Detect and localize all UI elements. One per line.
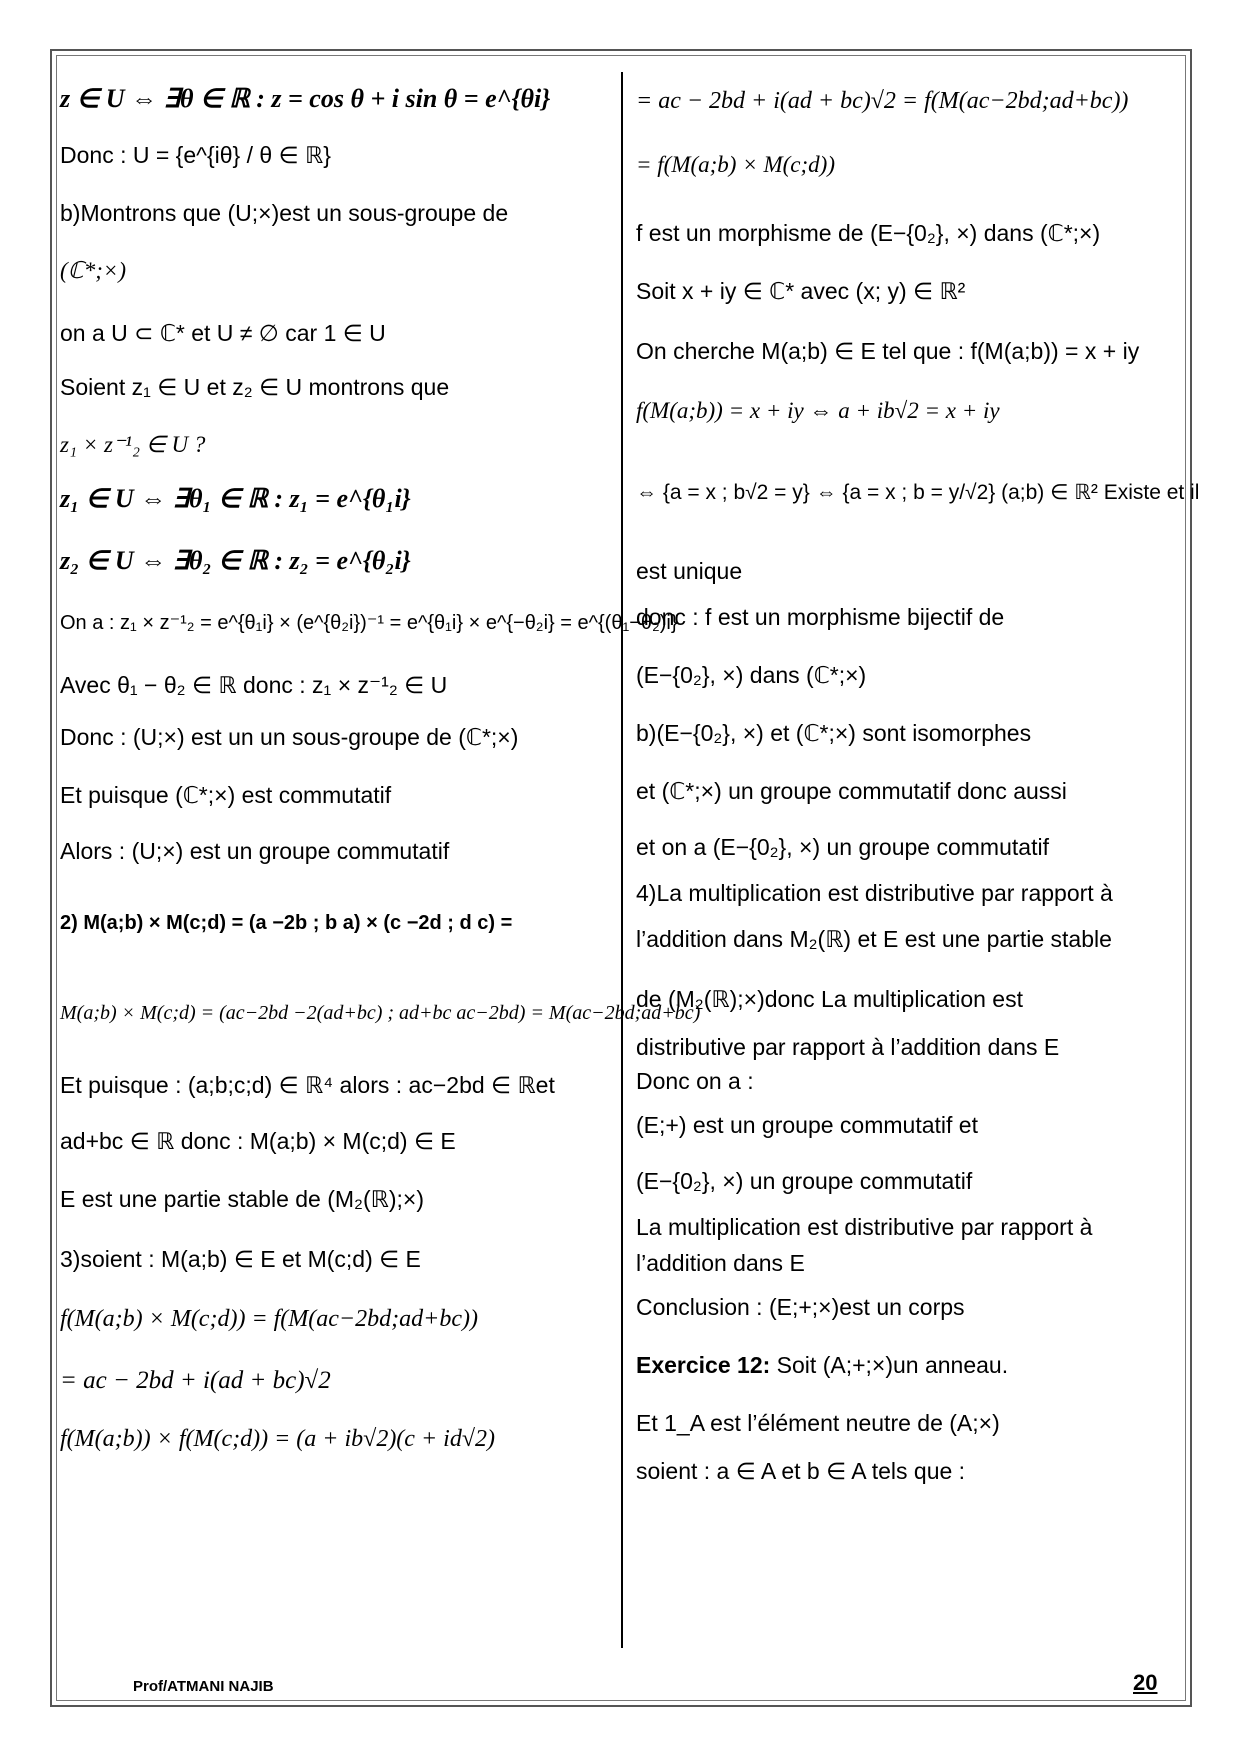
- right-line-13: et on a (E−{0₂}, ×) un groupe commutatif: [636, 834, 1049, 860]
- left-line-8: z₁ ∈ U ⇔ ∃θ₁ ∈ ℝ : z₁ = e^{θ₁i}: [60, 484, 411, 513]
- left-line-7: z₁ × z⁻¹₂ ∈ U ?: [60, 432, 206, 457]
- right-line-7: ⇔ {a = x ; b√2 = y} ⇔ {a = x ; b = y/√2} (a;b) ∈ ℝ² Existe et il: [636, 481, 1200, 504]
- left-line-20: 3)soient : M(a;b) ∈ E et M(c;d) ∈ E: [60, 1246, 421, 1272]
- right-line-17: distributive par rapport à l’addition dans E: [636, 1034, 1060, 1060]
- right-line-26: soient : a ∈ A et b ∈ A tels que :: [636, 1458, 966, 1484]
- left-line-11: Avec θ₁ − θ₂ ∈ ℝ donc : z₁ × z⁻¹₂ ∈ U: [60, 672, 448, 698]
- left-line-21: f(M(a;b) × M(c;d)) = f(M(ac−2bd;ad+bc)): [60, 1306, 478, 1332]
- left-line-3: b)Montrons que (U;×)est un sous-groupe de: [60, 200, 509, 226]
- page-number: 20: [1133, 1670, 1158, 1695]
- right-line-8: est unique: [636, 558, 743, 584]
- right-line-23: Conclusion : (E;+;×)est un corps: [636, 1294, 965, 1320]
- left-line-4: (ℂ*;×): [60, 258, 127, 283]
- left-line-9: z₂ ∈ U ⇔ ∃θ₂ ∈ ℝ : z₂ = e^{θ₂i}: [60, 546, 411, 575]
- right-line-3: f est un morphisme de (E−{0₂}, ×) dans (ℂ*;×): [636, 220, 1101, 246]
- left-line-22: = ac − 2bd + i(ad + bc)√2: [60, 1367, 331, 1394]
- right-line-21: La multiplication est distributive par rapport à: [636, 1214, 1093, 1240]
- left-line-1: z ∈ U ⇔ ∃θ ∈ ℝ : z = cos θ + i sin θ = e^{θi}: [60, 84, 551, 113]
- right-line-15: l’addition dans M₂(ℝ) et E est une partie stable: [636, 926, 1112, 952]
- left-line-15: 2) M(a;b) × M(c;d) = (a −2b ; b a) × (c −2d ; d c) =: [60, 912, 513, 934]
- left-line-17: Et puisque : (a;b;c;d) ∈ ℝ⁴ alors : ac−2bd ∈ ℝet: [60, 1072, 555, 1098]
- right-line-11: b)(E−{0₂}, ×) et (ℂ*;×) sont isomorphes: [636, 720, 1032, 746]
- right-line-20: (E−{0₂}, ×) un groupe commutatif: [636, 1168, 973, 1194]
- right-line-6: f(M(a;b)) = x + iy ⇔ a + ib√2 = x + iy: [636, 398, 1000, 423]
- left-line-18: ad+bc ∈ ℝ donc : M(a;b) × M(c;d) ∈ E: [60, 1128, 456, 1154]
- left-line-16: M(a;b) × M(c;d) = (ac−2bd −2(ad+bc) ; ad+bc ac−2bd) = M(ac−2bd;ad+bc): [60, 1002, 701, 1024]
- left-line-14: Alors : (U;×) est un groupe commutatif: [60, 838, 450, 864]
- exercise-label: Exercice 12:: [636, 1352, 771, 1378]
- right-line-4: Soit x + iy ∈ ℂ* avec (x; y) ∈ ℝ²: [636, 278, 966, 304]
- column-divider: [621, 72, 623, 1648]
- right-line-2: = f(M(a;b) × M(c;d)): [636, 152, 835, 177]
- footer-author: Prof/ATMANI NAJIB: [133, 1678, 274, 1695]
- right-line-10: (E−{0₂}, ×) dans (ℂ*;×): [636, 662, 867, 688]
- left-line-23: f(M(a;b)) × f(M(c;d)) = (a + ib√2)(c + id√2): [60, 1426, 495, 1452]
- right-line-25: Et 1_A est l’élément neutre de (A;×): [636, 1410, 1000, 1436]
- right-line-5: On cherche M(a;b) ∈ E tel que : f(M(a;b)) = x + iy: [636, 338, 1140, 364]
- left-line-2: Donc : U = {e^{iθ} / θ ∈ ℝ}: [60, 142, 331, 168]
- right-line-22: l’addition dans E: [636, 1250, 805, 1276]
- left-line-10: On a : z₁ × z⁻¹₂ = e^{θ₁i} × (e^{θ₂i})⁻¹ = e^{θ₁i} × e^{−θ₂i} = e^{(θ₁−θ₂)i}: [60, 612, 678, 634]
- left-line-5: on a U ⊂ ℂ* et U ≠ ∅ car 1 ∈ U: [60, 320, 386, 346]
- right-line-9: donc : f est un morphisme bijectif de: [636, 604, 1005, 630]
- right-line-19: (E;+) est un groupe commutatif et: [636, 1112, 978, 1138]
- right-line-1: = ac − 2bd + i(ad + bc)√2 = f(M(ac−2bd;ad+bc)): [636, 88, 1129, 114]
- right-line-14: 4)La multiplication est distributive par rapport à: [636, 880, 1113, 906]
- right-line-24: Exercice 12: Soit (A;+;×)un anneau.: [636, 1352, 1009, 1378]
- left-line-19: E est une partie stable de (M₂(ℝ);×): [60, 1186, 424, 1212]
- left-line-12: Donc : (U;×) est un un sous-groupe de (ℂ*;×): [60, 724, 519, 750]
- left-line-6: Soient z₁ ∈ U et z₂ ∈ U montrons que: [60, 374, 450, 400]
- right-line-12: et (ℂ*;×) un groupe commutatif donc aussi: [636, 778, 1067, 804]
- right-line-18: Donc on a :: [636, 1068, 754, 1094]
- left-line-13: Et puisque (ℂ*;×) est commutatif: [60, 782, 392, 808]
- right-line-16: de (M₂(ℝ);×)donc La multiplication est: [636, 986, 1023, 1012]
